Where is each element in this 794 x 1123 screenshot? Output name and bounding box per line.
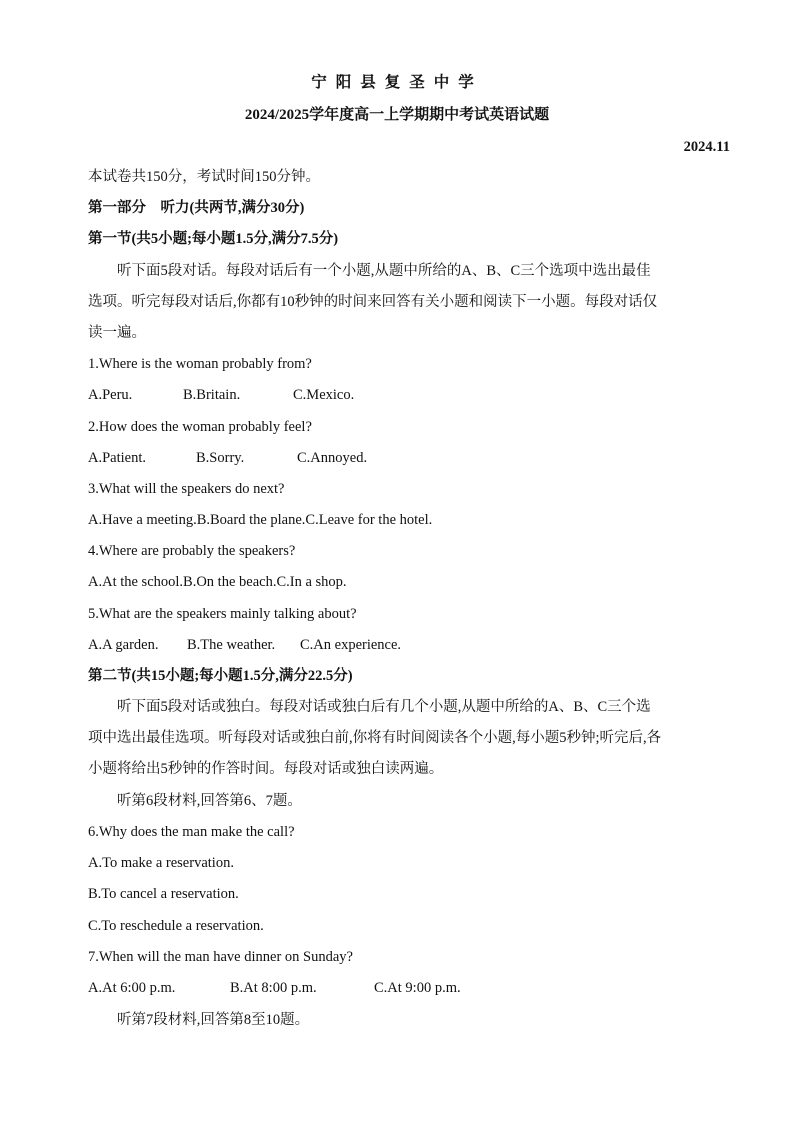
option-a: A.Patient. xyxy=(88,450,146,466)
option-b: B.At 8:00 p.m. xyxy=(230,980,317,996)
section1-directions-line2: 选项。听完每段对话后,你都有10秒钟的时间来回答有关小题和阅读下一小题。每段对话仅 xyxy=(88,294,658,310)
section2-title: 第二节(共15小题;每小题1.5分,满分22.5分) xyxy=(88,668,353,684)
question-3-stem: 3.What will the speakers do next? xyxy=(88,481,285,497)
question-4-stem: 4.Where are probably the speakers? xyxy=(88,543,296,559)
option-a: A.A garden. xyxy=(88,637,159,653)
question-6-option-a: A.To make a reservation. xyxy=(88,855,234,871)
option-c: C.At 9:00 p.m. xyxy=(374,980,461,996)
question-1-options xyxy=(88,386,354,404)
option-c: C.An experience. xyxy=(300,637,402,653)
exam-title: 2024/2025学年度高一上学期期中考试英语试题 xyxy=(244,107,550,123)
section2-directions-line3: 小题将给出5秒钟的作答时间。每段对话或独白读两遍。 xyxy=(88,761,444,777)
question-3-options: A.Have a meeting.B.Board the plane.C.Leave for the hotel. xyxy=(88,512,433,528)
question-5-options xyxy=(88,636,401,654)
question-1-stem: 1.Where is the woman probably from? xyxy=(88,356,312,372)
section1-directions-line1: 听下面5段对话。每段对话后有一个小题,从题中所给的A、B、C三个选项中选出最佳 xyxy=(117,263,651,279)
section1-directions-line3: 读一遍。 xyxy=(88,325,146,341)
option-b: B.The weather. xyxy=(187,637,276,653)
material-6-note: 听第6段材料,回答第6、7题。 xyxy=(117,793,302,809)
option-b: B.Britain. xyxy=(183,387,241,403)
exam-intro: 本试卷共150分，考试时间150分钟。 xyxy=(88,169,320,185)
question-2-stem: 2.How does the woman probably feel? xyxy=(88,419,312,435)
question-6-stem: 6.Why does the man make the call? xyxy=(88,824,295,840)
question-5-stem: 5.What are the speakers mainly talking about? xyxy=(88,606,357,622)
section2-directions-line2: 项中选出最佳选项。听每段对话或独白前,你将有时间阅读各个小题,每小题5秒钟;听完后,各 xyxy=(88,730,662,746)
section2-directions-line1: 听下面5段对话或独白。每段对话或独白后有几个小题,从题中所给的A、B、C三个选 xyxy=(117,699,651,715)
question-7-options xyxy=(88,979,461,997)
school-name: 宁阳县复圣中学 xyxy=(311,74,483,91)
option-c: C.Annoyed. xyxy=(297,450,368,466)
section1-title: 第一节(共5小题;每小题1.5分,满分7.5分) xyxy=(88,231,339,247)
question-4-options: A.At the school.B.On the beach.C.In a shop. xyxy=(88,574,347,590)
question-6-option-c: C.To reschedule a reservation. xyxy=(88,918,264,934)
question-2-options xyxy=(88,449,367,467)
question-6-option-b: B.To cancel a reservation. xyxy=(88,886,239,902)
option-a: A.Peru. xyxy=(88,387,133,403)
material-7-note: 听第7段材料,回答第8至10题。 xyxy=(117,1012,310,1028)
exam-date: 2024.11 xyxy=(683,139,730,155)
option-a: A.At 6:00 p.m. xyxy=(88,980,176,996)
option-b: B.Sorry. xyxy=(196,450,245,466)
question-7-stem: 7.When will the man have dinner on Sunday? xyxy=(88,949,353,965)
part1-title: 第一部分 听力(共两节,满分30分) xyxy=(88,200,305,216)
option-c: C.Mexico. xyxy=(293,387,355,403)
